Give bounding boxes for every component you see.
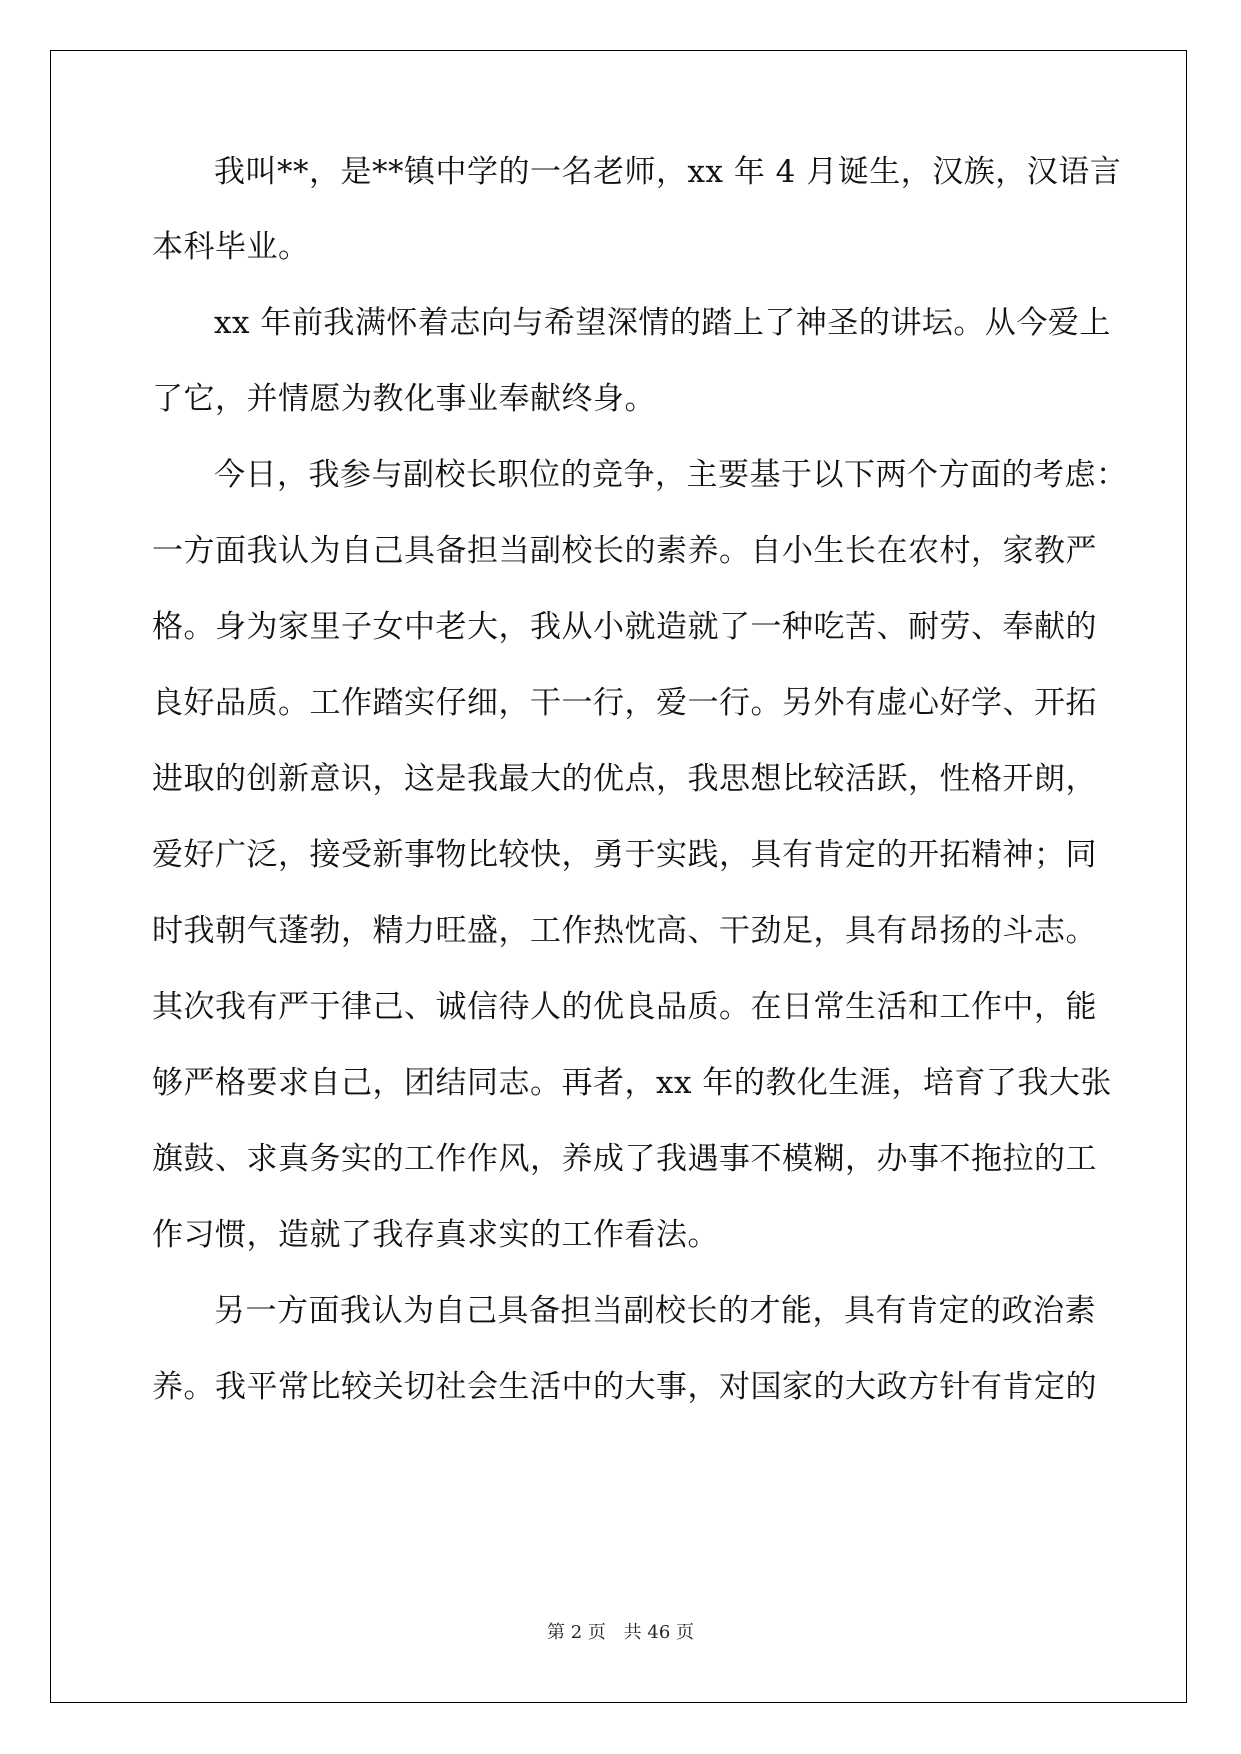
paragraph-3-line-11: 作习惯，造就了我存真求实的工作看法。 [152, 1217, 719, 1253]
page-footer [0, 1618, 1241, 1644]
paragraph-1-line-2: 本科毕业。 [152, 229, 310, 265]
paragraph-3-line-5: 进取的创新意识，这是我最大的优点，我思想比较活跃，性格开朗， [152, 761, 1097, 797]
paragraph-3-line-7: 时我朝气蓬勃，精力旺盛，工作热忱高、干劲足，具有昂扬的斗志。 [152, 913, 1097, 949]
paragraph-2-line-2: 了它，并情愿为教化事业奉献终身。 [152, 381, 656, 417]
paragraph-3-line-6: 爱好广泛，接受新事物比较快，勇于实践，具有肯定的开拓精神；同 [152, 837, 1097, 873]
paragraph-3-line-8: 其次我有严于律己、诚信待人的优良品质。在日常生活和工作中，能 [152, 989, 1097, 1025]
paragraph-3-line-4: 良好品质。工作踏实仔细，干一行，爱一行。另外有虚心好学、开拓 [152, 685, 1097, 721]
paragraph-2-line-1: xx 年前我满怀着志向与希望深情的踏上了神圣的讲坛。从今爱上 [214, 305, 1111, 341]
paragraph-3-line-3: 格。身为家里子女中老大，我从小就造就了一种吃苦、耐劳、奉献的 [152, 609, 1097, 645]
paragraph-1-line-1: 我叫**，是**镇中学的一名老师，xx 年 4 月诞生，汉族，汉语言 [214, 154, 1122, 190]
paragraph-3-line-10: 旗鼓、求真务实的工作作风，养成了我遇事不模糊，办事不拖拉的工 [152, 1141, 1097, 1177]
page-number: 第 2 页 [547, 1622, 606, 1643]
paragraph-4-line-1: 另一方面我认为自己具备担当副校长的才能，具有肯定的政治素 [214, 1293, 1096, 1329]
paragraph-3-line-1: 今日，我参与副校长职位的竞争，主要基于以下两个方面的考虑： [214, 457, 1128, 493]
paragraph-3-line-9: 够严格要求自己，团结同志。再者，xx 年的教化生涯，培育了我大张 [152, 1065, 1112, 1101]
paragraph-3-line-2: 一方面我认为自己具备担当副校长的素养。自小生长在农村，家教严 [152, 533, 1097, 569]
total-pages: 共 46 页 [623, 1622, 694, 1643]
paragraph-4-line-2: 养。我平常比较关切社会生活中的大事，对国家的大政方针有肯定的 [152, 1369, 1097, 1405]
page-border [50, 50, 1187, 1703]
